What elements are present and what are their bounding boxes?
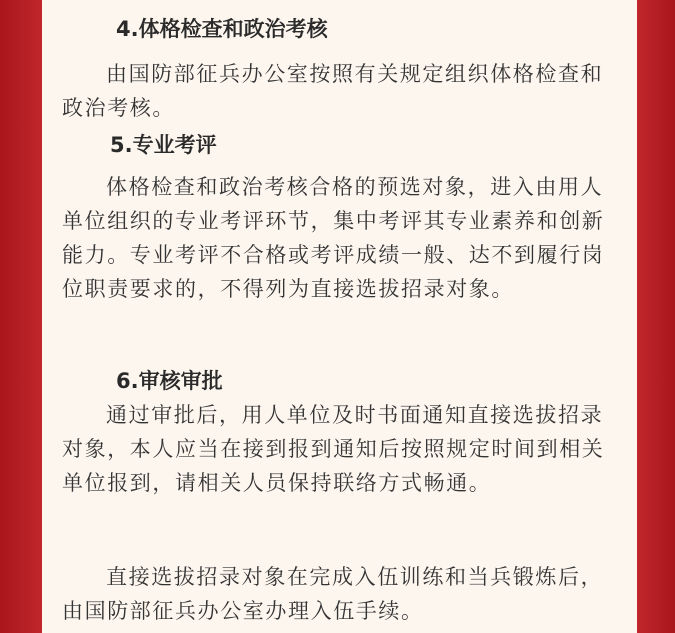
left-red-border — [0, 0, 42, 633]
section-paragraph: 体格检查和政治考核合格的预选对象，进入由用人单位组织的专业考评环节，集中考评其专业素养和创新能力。专业考评不合格或考评成绩一般、达不到履行岗位职责要求的，不得列为直接选拔招录对象。 — [62, 175, 605, 301]
section-paragraph: 由国防部征兵办公室按照有关规定组织体格检查和政治考核。 — [62, 62, 604, 120]
section-heading-physical-political: 4.体格检查和政治考核 — [116, 17, 328, 41]
section-paragraph: 直接选拔招录对象在完成入伍训练和当兵锻炼后，由国防部征兵办公室办理入伍手续。 — [62, 565, 604, 623]
section-heading-professional-evaluation: 5.专业考评 — [110, 133, 217, 157]
right-red-border — [637, 0, 675, 633]
section-heading-review-approval: 6.审核审批 — [116, 369, 223, 393]
article-panel — [42, 0, 637, 633]
section-paragraph: 通过审批后，用人单位及时书面通知直接选拔招录对象，本人应当在接到报到通知后按照规定时间到相关单位报到，请相关人员保持联络方式畅通。 — [62, 403, 605, 495]
